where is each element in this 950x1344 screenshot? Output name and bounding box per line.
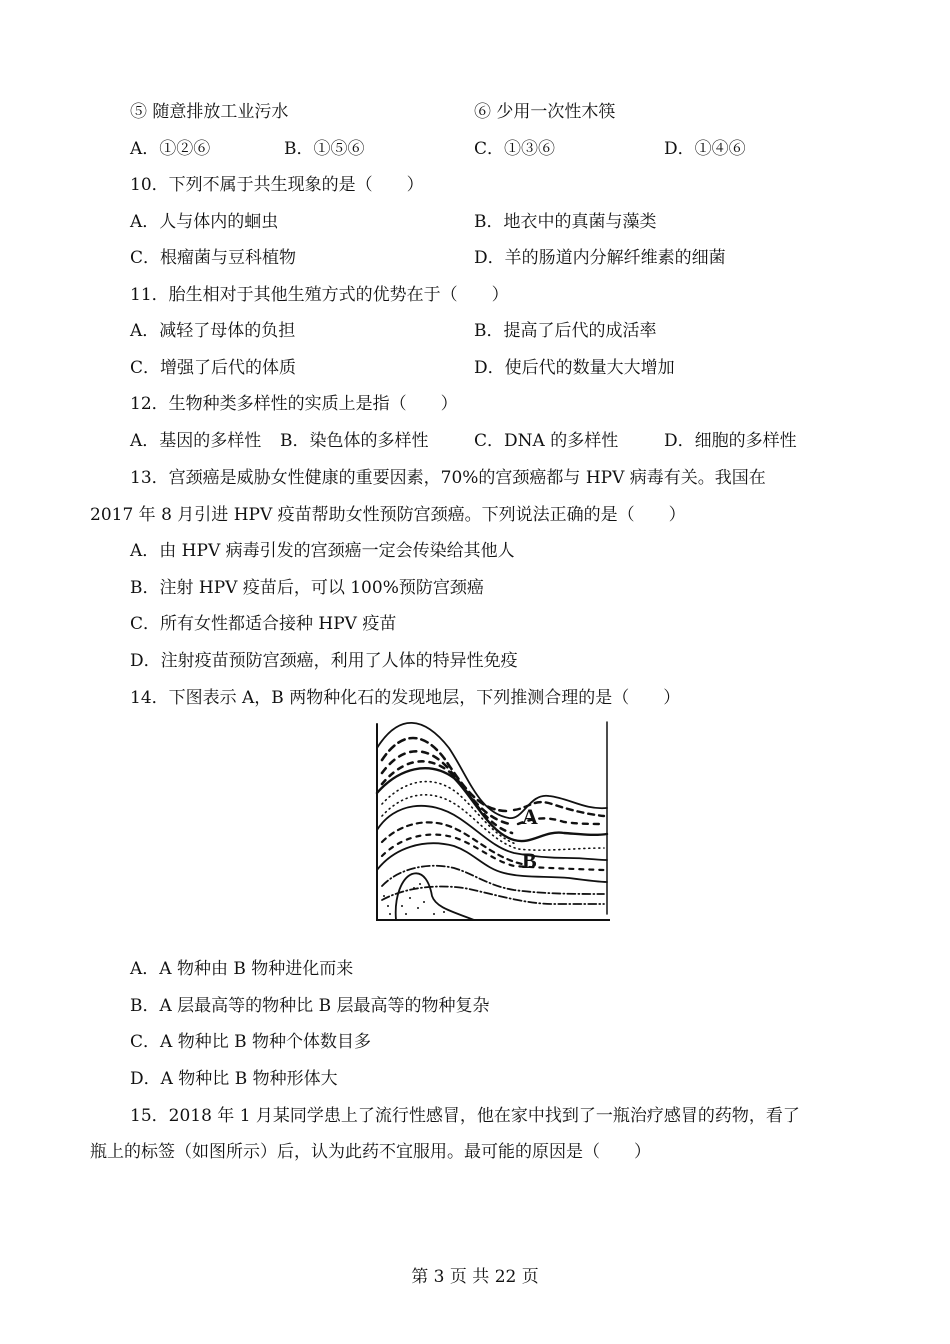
question-13-stem-line-1: 13．宫颈癌是威胁女性健康的重要因素，70%的宫颈癌都与 HPV 病毒有关。我国在 xyxy=(130,468,766,488)
figure-label-a: A xyxy=(522,804,538,829)
question-10-option-d: D．羊的肠道内分解纤维素的细菌 xyxy=(474,248,726,268)
question-11-option-d: D．使后代的数量大大增加 xyxy=(474,358,675,378)
question-13-option-a: A．由 HPV 病毒引发的宫颈癌一定会传染给其他人 xyxy=(130,541,515,561)
question-10-option-c: C．根瘤菌与豆科植物 xyxy=(130,248,297,268)
question-10-option-b: B．地衣中的真菌与藻类 xyxy=(474,212,657,232)
choice-c: C．①③⑥ xyxy=(474,139,556,159)
question-13-option-b: B．注射 HPV 疫苗后，可以 100%预防宫颈癌 xyxy=(130,578,484,598)
option-6: ⑥ 少用一次性木筷 xyxy=(474,102,616,122)
option-5: ⑤ 随意排放工业污水 xyxy=(130,102,289,122)
question-14-stem: 14．下图表示 A，B 两物种化石的发现地层，下列推测合理的是（ ） xyxy=(130,688,681,708)
question-14-option-b: B．A 层最高等的物种比 B 层最高等的物种复杂 xyxy=(130,996,490,1016)
question-11-stem: 11．胎生相对于其他生殖方式的优势在于（ ） xyxy=(130,285,509,305)
choice-d: D．①④⑥ xyxy=(664,139,746,159)
question-12-option-b: B．染色体的多样性 xyxy=(280,431,429,451)
rock-strata-figure xyxy=(374,718,610,924)
question-13-stem-line-2: 2017 年 8 月引进 HPV 疫苗帮助女性预防宫颈癌。下列说法正确的是（ ） xyxy=(90,505,686,525)
question-14-option-d: D．A 物种比 B 物种形体大 xyxy=(130,1069,338,1089)
question-14-option-c: C．A 物种比 B 物种个体数目多 xyxy=(130,1032,371,1052)
question-13-option-d: D．注射疫苗预防宫颈癌，利用了人体的特异性免疫 xyxy=(130,651,518,671)
question-12-option-c: C．DNA 的多样性 xyxy=(474,431,619,451)
question-11-option-c: C．增强了后代的体质 xyxy=(130,358,297,378)
question-11-option-a: A．减轻了母体的负担 xyxy=(130,321,296,341)
choice-b: B．①⑤⑥ xyxy=(284,139,365,159)
question-10-stem: 10．下列不属于共生现象的是（ ） xyxy=(130,175,424,195)
choice-a: A．①②⑥ xyxy=(130,139,211,159)
question-13-option-c: C．所有女性都适合接种 HPV 疫苗 xyxy=(130,614,397,634)
question-10-option-a: A．人与体内的蛔虫 xyxy=(130,212,279,232)
question-11-option-b: B．提高了后代的成活率 xyxy=(474,321,657,341)
question-15-stem-line-2: 瓶上的标签（如图所示）后，认为此药不宜服用。最可能的原因是（ ） xyxy=(90,1142,651,1162)
figure-label-b: B xyxy=(522,848,537,873)
question-15-stem-line-1: 15．2018 年 1 月某同学患上了流行性感冒，他在家中找到了一瓶治疗感冒的药物，看了 xyxy=(130,1106,800,1126)
question-12-option-d: D．细胞的多样性 xyxy=(664,431,797,451)
question-12-stem: 12．生物种类多样性的实质上是指（ ） xyxy=(130,394,458,414)
question-12-option-a: A．基因的多样性 xyxy=(130,431,262,451)
page-footer: 第 3 页 共 22 页 xyxy=(411,1267,539,1287)
question-14-option-a: A．A 物种由 B 物种进化而来 xyxy=(130,959,354,979)
